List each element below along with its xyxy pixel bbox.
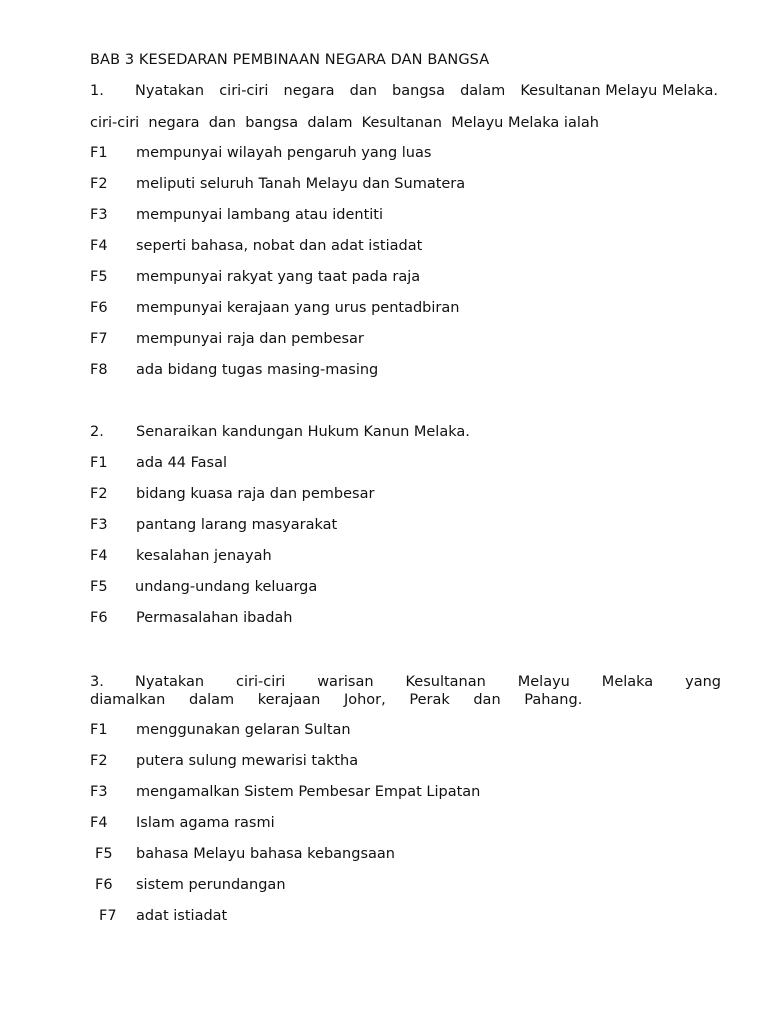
answer-text: mempunyai rakyat yang taat pada raja xyxy=(136,269,421,285)
answer-text: ada bidang tugas masing-masing xyxy=(136,362,379,378)
answer-code: F6 xyxy=(90,300,108,316)
question-3 xyxy=(90,673,721,709)
question-number: 1. xyxy=(90,83,104,99)
answer-text: kesalahan jenayah xyxy=(136,548,272,564)
answer-code: F4 xyxy=(90,238,108,254)
answer-text: putera sulung mewarisi taktha xyxy=(136,753,359,769)
answer-code: F2 xyxy=(90,486,108,502)
question-number: 2. xyxy=(90,424,104,440)
answer-code: F7 xyxy=(99,908,117,924)
answer-code: F3 xyxy=(90,784,108,800)
answer-text: adat istiadat xyxy=(136,908,228,924)
answer-code: F5 xyxy=(90,269,108,285)
answer-text: mengamalkan Sistem Pembesar Empat Lipatan xyxy=(136,784,481,800)
answer-text: meliputi seluruh Tanah Melayu dan Sumatera xyxy=(136,176,466,192)
question-number: 3. xyxy=(90,674,104,690)
answer-code: F5 xyxy=(90,579,108,595)
answer-text: mempunyai raja dan pembesar xyxy=(136,331,364,347)
question-word: dan xyxy=(349,83,377,99)
answer-text: Islam agama rasmi xyxy=(136,815,275,831)
question-1-intro: ciri-ciri negara dan bangsa dalam Kesultanan Melayu Melaka ialah xyxy=(90,115,599,131)
answer-text: bahasa Melayu bahasa kebangsaan xyxy=(136,846,395,862)
question-word: bangsa xyxy=(392,83,445,99)
chapter-title: BAB 3 KESEDARAN PEMBINAAN NEGARA DAN BANGSA xyxy=(90,52,490,68)
answer-code: F4 xyxy=(90,548,108,564)
answer-code: F3 xyxy=(90,207,108,223)
answer-code: F6 xyxy=(90,610,108,626)
question-word: Kesultanan Melayu Melaka. xyxy=(520,83,718,99)
question-1 xyxy=(90,83,718,99)
answer-code: F7 xyxy=(90,331,108,347)
question-word: ciri-ciri xyxy=(219,83,269,99)
answer-text: pantang larang masyarakat xyxy=(136,517,338,533)
answer-text: sistem perundangan xyxy=(136,877,286,893)
answer-code: F6 xyxy=(95,877,113,893)
answer-code: F1 xyxy=(90,455,108,471)
answer-text: mempunyai wilayah pengaruh yang luas xyxy=(136,145,432,161)
answer-code: F5 xyxy=(95,846,113,862)
question-text xyxy=(135,83,718,99)
question-word: negara xyxy=(283,83,335,99)
question-word: dalam xyxy=(460,83,506,99)
question-text: Senaraikan kandungan Hukum Kanun Melaka. xyxy=(136,424,470,440)
answer-code: F8 xyxy=(90,362,108,378)
answer-code: F2 xyxy=(90,176,108,192)
answer-text: menggunakan gelaran Sultan xyxy=(136,722,351,738)
answer-text: mempunyai lambang atau identiti xyxy=(136,207,384,223)
question-word: Nyatakan xyxy=(135,83,205,99)
answer-text: ada 44 Fasal xyxy=(136,455,228,471)
answer-text: seperti bahasa, nobat dan adat istiadat xyxy=(136,238,423,254)
answer-code: F3 xyxy=(90,517,108,533)
question-text: Nyatakan ciri-ciri warisan Kesultanan Melayu Melaka yang diamalkan dalam kerajaan Johor, Perak dan Pahang. xyxy=(90,674,721,708)
answer-code: F2 xyxy=(90,753,108,769)
answer-text: undang-undang keluarga xyxy=(135,579,318,595)
answer-code: F1 xyxy=(90,722,108,738)
answer-text: bidang kuasa raja dan pembesar xyxy=(136,486,375,502)
answer-text: Permasalahan ibadah xyxy=(136,610,293,626)
answer-code: F1 xyxy=(90,145,108,161)
answer-text: mempunyai kerajaan yang urus pentadbiran xyxy=(136,300,460,316)
answer-code: F4 xyxy=(90,815,108,831)
